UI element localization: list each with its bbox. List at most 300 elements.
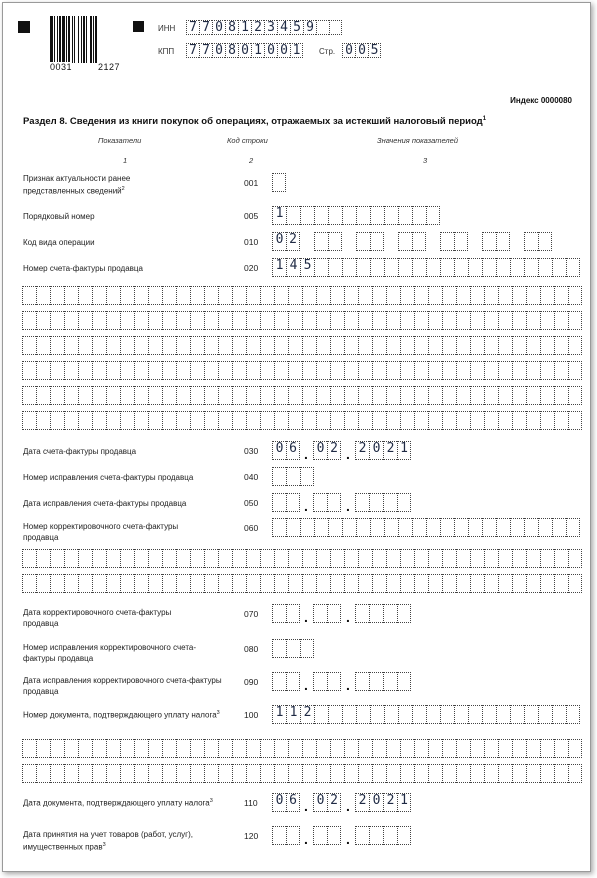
char-cell[interactable]	[428, 386, 442, 405]
char-cell[interactable]	[92, 739, 106, 758]
row-060-cont-1[interactable]	[22, 549, 582, 568]
char-cell[interactable]	[428, 574, 442, 593]
char-cell[interactable]	[568, 336, 582, 355]
char-cell[interactable]	[330, 549, 344, 568]
char-cell[interactable]	[386, 386, 400, 405]
char-cell[interactable]	[456, 549, 470, 568]
char-cell[interactable]	[190, 311, 204, 330]
char-cell[interactable]	[400, 411, 414, 430]
char-cell[interactable]	[355, 604, 369, 623]
char-cell[interactable]	[286, 826, 300, 845]
char-cell[interactable]	[272, 672, 286, 691]
char-cell[interactable]	[64, 311, 78, 330]
char-cell[interactable]	[540, 286, 554, 305]
char-cell[interactable]	[482, 232, 496, 251]
char-cell[interactable]	[316, 549, 330, 568]
char-cell[interactable]	[36, 739, 50, 758]
char-cell[interactable]	[162, 361, 176, 380]
char-cell[interactable]	[272, 467, 286, 486]
char-cell[interactable]	[554, 336, 568, 355]
char-cell[interactable]	[540, 361, 554, 380]
char-cell[interactable]	[568, 361, 582, 380]
char-cell[interactable]	[470, 386, 484, 405]
char-cell[interactable]	[330, 764, 344, 783]
char-cell[interactable]	[302, 361, 316, 380]
char-cell[interactable]	[372, 574, 386, 593]
char-cell[interactable]	[442, 739, 456, 758]
char-cell[interactable]: 8	[225, 43, 238, 58]
char-cell[interactable]	[512, 764, 526, 783]
char-cell[interactable]	[313, 672, 327, 691]
row-120-month[interactable]	[313, 826, 341, 845]
char-cell[interactable]	[414, 361, 428, 380]
char-cell[interactable]	[92, 336, 106, 355]
char-cell[interactable]	[526, 549, 540, 568]
char-cell[interactable]	[316, 311, 330, 330]
char-cell[interactable]	[176, 286, 190, 305]
char-cell[interactable]	[176, 574, 190, 593]
char-cell[interactable]	[204, 386, 218, 405]
char-cell[interactable]	[272, 639, 286, 658]
char-cell[interactable]	[540, 311, 554, 330]
char-cell[interactable]	[78, 549, 92, 568]
char-cell[interactable]	[456, 361, 470, 380]
char-cell[interactable]	[246, 739, 260, 758]
char-cell[interactable]	[92, 286, 106, 305]
row-001-field[interactable]	[272, 173, 286, 192]
char-cell[interactable]	[512, 361, 526, 380]
char-cell[interactable]	[218, 549, 232, 568]
char-cell[interactable]	[440, 705, 454, 724]
char-cell[interactable]	[524, 518, 538, 537]
char-cell[interactable]	[260, 286, 274, 305]
char-cell[interactable]	[386, 361, 400, 380]
char-cell[interactable]	[232, 361, 246, 380]
char-cell[interactable]	[176, 386, 190, 405]
char-cell[interactable]	[397, 826, 411, 845]
row-010-field-4[interactable]	[398, 232, 426, 251]
char-cell[interactable]: 1	[272, 206, 286, 225]
char-cell[interactable]	[22, 286, 36, 305]
char-cell[interactable]	[400, 739, 414, 758]
char-cell[interactable]	[498, 411, 512, 430]
char-cell[interactable]	[64, 386, 78, 405]
char-cell[interactable]	[398, 258, 412, 277]
char-cell[interactable]	[386, 411, 400, 430]
char-cell[interactable]	[190, 411, 204, 430]
char-cell[interactable]	[484, 764, 498, 783]
char-cell[interactable]	[120, 311, 134, 330]
char-cell[interactable]	[342, 258, 356, 277]
char-cell[interactable]	[120, 764, 134, 783]
char-cell[interactable]	[302, 764, 316, 783]
char-cell[interactable]	[64, 336, 78, 355]
char-cell[interactable]	[526, 574, 540, 593]
char-cell[interactable]	[400, 286, 414, 305]
kpp-field[interactable]	[186, 43, 303, 58]
row-050-day[interactable]	[272, 493, 300, 512]
char-cell[interactable]	[314, 518, 328, 537]
row-100-cont-1[interactable]	[22, 739, 582, 758]
char-cell[interactable]	[92, 549, 106, 568]
char-cell[interactable]	[540, 574, 554, 593]
row-040-field[interactable]	[272, 467, 314, 486]
char-cell[interactable]	[204, 764, 218, 783]
char-cell[interactable]	[554, 311, 568, 330]
char-cell[interactable]: 2	[300, 705, 314, 724]
char-cell[interactable]	[274, 549, 288, 568]
row-100-cont-2[interactable]	[22, 764, 582, 783]
char-cell[interactable]	[442, 764, 456, 783]
row-030-day[interactable]	[272, 441, 300, 460]
char-cell[interactable]	[512, 286, 526, 305]
char-cell[interactable]	[526, 311, 540, 330]
char-cell[interactable]	[344, 739, 358, 758]
char-cell[interactable]	[456, 739, 470, 758]
char-cell[interactable]	[22, 361, 36, 380]
char-cell[interactable]	[22, 574, 36, 593]
char-cell[interactable]	[329, 20, 342, 35]
row-090-month[interactable]	[313, 672, 341, 691]
char-cell[interactable]	[78, 739, 92, 758]
char-cell[interactable]	[92, 311, 106, 330]
char-cell[interactable]	[568, 286, 582, 305]
char-cell[interactable]	[342, 705, 356, 724]
inn-field[interactable]	[186, 20, 342, 35]
row-010-field-7[interactable]	[524, 232, 552, 251]
char-cell[interactable]	[512, 549, 526, 568]
char-cell[interactable]	[552, 518, 566, 537]
row-080-field[interactable]	[272, 639, 314, 658]
char-cell[interactable]	[302, 739, 316, 758]
char-cell[interactable]	[400, 336, 414, 355]
char-cell[interactable]: 0	[342, 43, 355, 58]
row-020-cont-6[interactable]	[22, 411, 582, 430]
row-050-year[interactable]	[355, 493, 411, 512]
char-cell[interactable]	[428, 411, 442, 430]
row-030-year[interactable]	[355, 441, 411, 460]
char-cell[interactable]	[204, 739, 218, 758]
row-060-field[interactable]	[272, 518, 580, 537]
char-cell[interactable]	[344, 336, 358, 355]
char-cell[interactable]: 6	[286, 441, 300, 460]
char-cell[interactable]	[498, 764, 512, 783]
char-cell[interactable]: 2	[355, 793, 369, 812]
char-cell[interactable]	[470, 764, 484, 783]
char-cell[interactable]	[316, 764, 330, 783]
char-cell[interactable]	[22, 411, 36, 430]
char-cell[interactable]: 2	[327, 441, 341, 460]
char-cell[interactable]	[442, 361, 456, 380]
char-cell[interactable]	[218, 336, 232, 355]
char-cell[interactable]	[512, 311, 526, 330]
row-110-year[interactable]	[355, 793, 411, 812]
char-cell[interactable]	[246, 764, 260, 783]
char-cell[interactable]: 1	[272, 258, 286, 277]
char-cell[interactable]	[344, 286, 358, 305]
char-cell[interactable]	[260, 549, 274, 568]
char-cell[interactable]	[78, 336, 92, 355]
char-cell[interactable]	[327, 604, 341, 623]
row-010-field-3[interactable]	[356, 232, 384, 251]
char-cell[interactable]	[260, 311, 274, 330]
char-cell[interactable]	[302, 286, 316, 305]
char-cell[interactable]	[190, 549, 204, 568]
char-cell[interactable]	[566, 258, 580, 277]
char-cell[interactable]	[356, 705, 370, 724]
char-cell[interactable]	[286, 467, 300, 486]
char-cell[interactable]	[358, 361, 372, 380]
char-cell[interactable]	[302, 574, 316, 593]
char-cell[interactable]	[370, 232, 384, 251]
char-cell[interactable]	[272, 173, 286, 192]
char-cell[interactable]	[260, 411, 274, 430]
char-cell[interactable]	[512, 336, 526, 355]
char-cell[interactable]: 0	[355, 43, 368, 58]
char-cell[interactable]	[468, 705, 482, 724]
char-cell[interactable]	[232, 411, 246, 430]
row-010-field-1[interactable]	[272, 232, 300, 251]
char-cell[interactable]	[106, 361, 120, 380]
char-cell[interactable]	[526, 286, 540, 305]
char-cell[interactable]	[36, 764, 50, 783]
char-cell[interactable]	[327, 672, 341, 691]
char-cell[interactable]	[274, 361, 288, 380]
char-cell[interactable]	[397, 672, 411, 691]
char-cell[interactable]	[218, 764, 232, 783]
char-cell[interactable]	[400, 386, 414, 405]
row-010-field-2[interactable]	[314, 232, 342, 251]
row-020-cont-4[interactable]	[22, 361, 582, 380]
char-cell[interactable]	[232, 764, 246, 783]
char-cell[interactable]	[470, 574, 484, 593]
char-cell[interactable]	[384, 258, 398, 277]
char-cell[interactable]	[372, 361, 386, 380]
char-cell[interactable]	[482, 258, 496, 277]
char-cell[interactable]	[232, 739, 246, 758]
char-cell[interactable]	[50, 386, 64, 405]
char-cell[interactable]	[246, 549, 260, 568]
char-cell[interactable]	[36, 361, 50, 380]
char-cell[interactable]	[442, 386, 456, 405]
char-cell[interactable]	[120, 739, 134, 758]
char-cell[interactable]	[397, 604, 411, 623]
char-cell[interactable]	[274, 336, 288, 355]
char-cell[interactable]	[456, 311, 470, 330]
char-cell[interactable]	[300, 467, 314, 486]
char-cell[interactable]	[552, 258, 566, 277]
char-cell[interactable]	[414, 411, 428, 430]
char-cell[interactable]	[540, 386, 554, 405]
char-cell[interactable]	[218, 361, 232, 380]
char-cell[interactable]	[50, 549, 64, 568]
char-cell[interactable]	[414, 311, 428, 330]
char-cell[interactable]	[134, 739, 148, 758]
char-cell[interactable]	[316, 20, 329, 35]
char-cell[interactable]	[358, 739, 372, 758]
char-cell[interactable]	[414, 574, 428, 593]
char-cell[interactable]	[400, 549, 414, 568]
char-cell[interactable]	[330, 361, 344, 380]
char-cell[interactable]	[22, 739, 36, 758]
char-cell[interactable]	[470, 549, 484, 568]
char-cell[interactable]	[246, 311, 260, 330]
char-cell[interactable]	[496, 232, 510, 251]
char-cell[interactable]	[64, 764, 78, 783]
char-cell[interactable]	[540, 411, 554, 430]
char-cell[interactable]	[36, 311, 50, 330]
char-cell[interactable]	[204, 574, 218, 593]
char-cell[interactable]	[274, 574, 288, 593]
char-cell[interactable]	[148, 336, 162, 355]
char-cell[interactable]	[302, 311, 316, 330]
char-cell[interactable]	[484, 361, 498, 380]
char-cell[interactable]	[456, 574, 470, 593]
char-cell[interactable]	[288, 411, 302, 430]
char-cell[interactable]	[372, 739, 386, 758]
char-cell[interactable]: 0	[313, 793, 327, 812]
char-cell[interactable]: 2	[251, 20, 264, 35]
char-cell[interactable]	[442, 311, 456, 330]
char-cell[interactable]	[412, 232, 426, 251]
char-cell[interactable]	[554, 739, 568, 758]
char-cell[interactable]	[134, 549, 148, 568]
char-cell[interactable]: 0	[238, 43, 251, 58]
char-cell[interactable]	[148, 411, 162, 430]
char-cell[interactable]	[538, 232, 552, 251]
char-cell[interactable]	[286, 518, 300, 537]
char-cell[interactable]	[484, 311, 498, 330]
char-cell[interactable]	[482, 518, 496, 537]
char-cell[interactable]	[302, 411, 316, 430]
char-cell[interactable]	[64, 739, 78, 758]
char-cell[interactable]	[328, 206, 342, 225]
char-cell[interactable]	[386, 739, 400, 758]
char-cell[interactable]	[218, 574, 232, 593]
char-cell[interactable]	[92, 361, 106, 380]
char-cell[interactable]	[428, 361, 442, 380]
char-cell[interactable]	[330, 574, 344, 593]
char-cell[interactable]	[274, 411, 288, 430]
char-cell[interactable]	[272, 826, 286, 845]
char-cell[interactable]	[456, 411, 470, 430]
char-cell[interactable]	[414, 336, 428, 355]
char-cell[interactable]	[162, 336, 176, 355]
page-field[interactable]	[342, 43, 381, 58]
char-cell[interactable]	[372, 764, 386, 783]
char-cell[interactable]	[288, 286, 302, 305]
char-cell[interactable]	[328, 705, 342, 724]
char-cell[interactable]	[454, 232, 468, 251]
char-cell[interactable]	[470, 361, 484, 380]
char-cell[interactable]	[274, 286, 288, 305]
char-cell[interactable]	[524, 705, 538, 724]
char-cell[interactable]	[510, 705, 524, 724]
char-cell[interactable]	[484, 336, 498, 355]
char-cell[interactable]	[400, 574, 414, 593]
char-cell[interactable]	[330, 411, 344, 430]
char-cell[interactable]	[526, 411, 540, 430]
char-cell[interactable]	[554, 361, 568, 380]
char-cell[interactable]	[50, 286, 64, 305]
char-cell[interactable]	[554, 386, 568, 405]
char-cell[interactable]	[22, 549, 36, 568]
char-cell[interactable]: 0	[313, 441, 327, 460]
char-cell[interactable]	[314, 258, 328, 277]
char-cell[interactable]	[64, 411, 78, 430]
char-cell[interactable]	[120, 361, 134, 380]
char-cell[interactable]	[440, 258, 454, 277]
char-cell[interactable]	[302, 386, 316, 405]
char-cell[interactable]	[316, 386, 330, 405]
row-110-day[interactable]	[272, 793, 300, 812]
char-cell[interactable]	[232, 549, 246, 568]
char-cell[interactable]	[176, 411, 190, 430]
char-cell[interactable]	[498, 336, 512, 355]
char-cell[interactable]	[358, 386, 372, 405]
char-cell[interactable]	[330, 336, 344, 355]
char-cell[interactable]	[204, 361, 218, 380]
char-cell[interactable]	[358, 764, 372, 783]
char-cell[interactable]	[344, 411, 358, 430]
char-cell[interactable]	[148, 549, 162, 568]
char-cell[interactable]	[260, 574, 274, 593]
char-cell[interactable]	[162, 311, 176, 330]
char-cell[interactable]: 4	[277, 20, 290, 35]
char-cell[interactable]	[22, 386, 36, 405]
char-cell[interactable]	[316, 574, 330, 593]
char-cell[interactable]	[428, 739, 442, 758]
char-cell[interactable]	[288, 386, 302, 405]
char-cell[interactable]	[384, 206, 398, 225]
char-cell[interactable]	[355, 493, 369, 512]
char-cell[interactable]	[484, 739, 498, 758]
char-cell[interactable]	[313, 493, 327, 512]
char-cell[interactable]	[272, 518, 286, 537]
char-cell[interactable]	[288, 336, 302, 355]
char-cell[interactable]	[288, 574, 302, 593]
row-100-field[interactable]	[272, 705, 580, 724]
char-cell[interactable]	[470, 286, 484, 305]
char-cell[interactable]	[78, 386, 92, 405]
char-cell[interactable]	[554, 286, 568, 305]
char-cell[interactable]	[412, 518, 426, 537]
char-cell[interactable]	[442, 549, 456, 568]
char-cell[interactable]	[428, 286, 442, 305]
char-cell[interactable]: 0	[369, 441, 383, 460]
char-cell[interactable]	[78, 286, 92, 305]
char-cell[interactable]: 1	[286, 705, 300, 724]
char-cell[interactable]	[288, 361, 302, 380]
char-cell[interactable]	[369, 672, 383, 691]
char-cell[interactable]	[372, 411, 386, 430]
char-cell[interactable]: 0	[272, 441, 286, 460]
char-cell[interactable]	[232, 286, 246, 305]
char-cell[interactable]	[526, 336, 540, 355]
char-cell[interactable]	[526, 361, 540, 380]
char-cell[interactable]	[106, 549, 120, 568]
char-cell[interactable]: 2	[383, 793, 397, 812]
char-cell[interactable]	[218, 411, 232, 430]
char-cell[interactable]	[286, 604, 300, 623]
row-010-field-5[interactable]	[440, 232, 468, 251]
char-cell[interactable]	[64, 361, 78, 380]
char-cell[interactable]	[568, 574, 582, 593]
char-cell[interactable]	[524, 258, 538, 277]
char-cell[interactable]	[92, 386, 106, 405]
char-cell[interactable]	[260, 361, 274, 380]
char-cell[interactable]	[274, 386, 288, 405]
